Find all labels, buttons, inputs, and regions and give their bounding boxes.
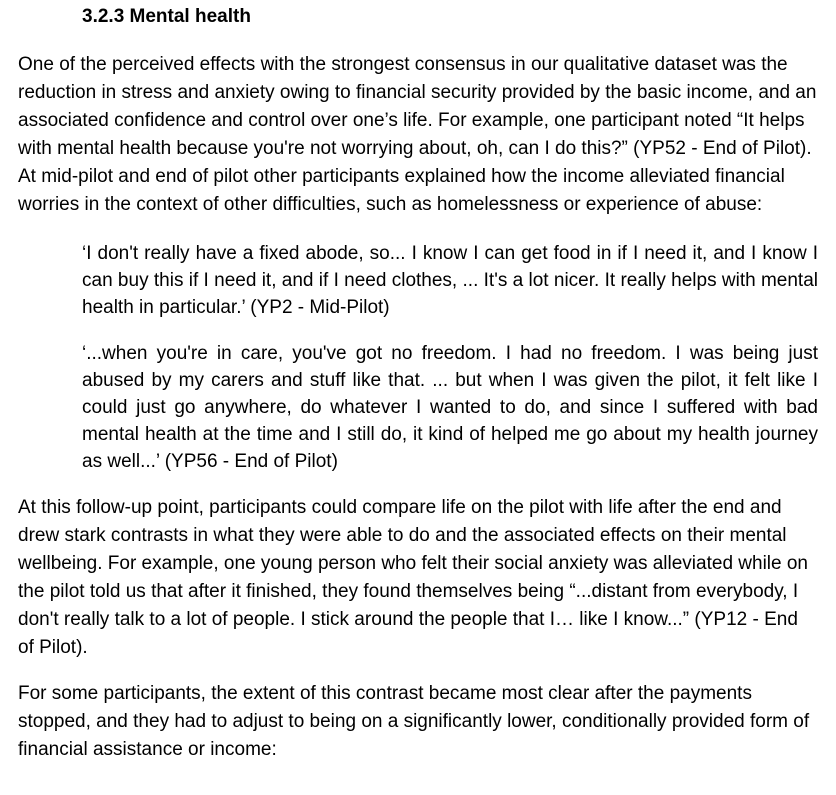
paragraph-follow-up: At this follow-up point, participants could compare life on the pilot with life after the end and drew stark contrasts in what they were able to do and the associated effects on their mental wellbeing. For example, one young person who felt their social anxiety was alleviated while on the pilot told us that after it finished, they found themselves being “...distant from everybody, I don't really talk to a lot of people. I stick around the people that I… like I know...” (YP12 - End of Pilot).: [18, 497, 808, 658]
block-quote-yp56: ‘...when you're in care, you've got no freedom. I had no freedom. I was being just abused by my carers and stuff like that. ... but when I was given the pilot, it felt like I could just go anywhere, do whatever I wanted to do, and since I suffered with bad mental health at the time and I still do, it kind of helped me go about my health journey as well...’ (YP56 - End of Pilot): [82, 343, 818, 472]
section-heading: 3.2.3 Mental health: [82, 6, 251, 27]
document-page: [18, 0, 818, 764]
paragraph-intro: One of the perceived effects with the strongest consensus in our qualitative dataset was the reduction in stress and anxiety owing to financial security provided by the basic income, and an associated confidence and control over one’s life. For example, one participant noted “It helps with mental health because you're not worrying about, oh, can I do this?” (YP52 - End of Pilot). At mid-pilot and end of pilot other participants explained how the income alleviated financial worries in the context of other difficulties, such as homelessness or experience of abuse:: [18, 54, 817, 215]
paragraph-contrast: For some participants, the extent of this contrast became most clear after the payments stopped, and they had to adjust to being on a significantly lower, conditionally provided form of financial assistance or income:: [18, 683, 810, 760]
block-quote-yp2: ‘I don't really have a fixed abode, so... I know I can get food in if I need it, and I know I can buy this if I need it, and if I need clothes, ... It's a lot nicer. It really helps with mental health in particular.’ (YP2 - Mid-Pilot): [82, 243, 818, 318]
